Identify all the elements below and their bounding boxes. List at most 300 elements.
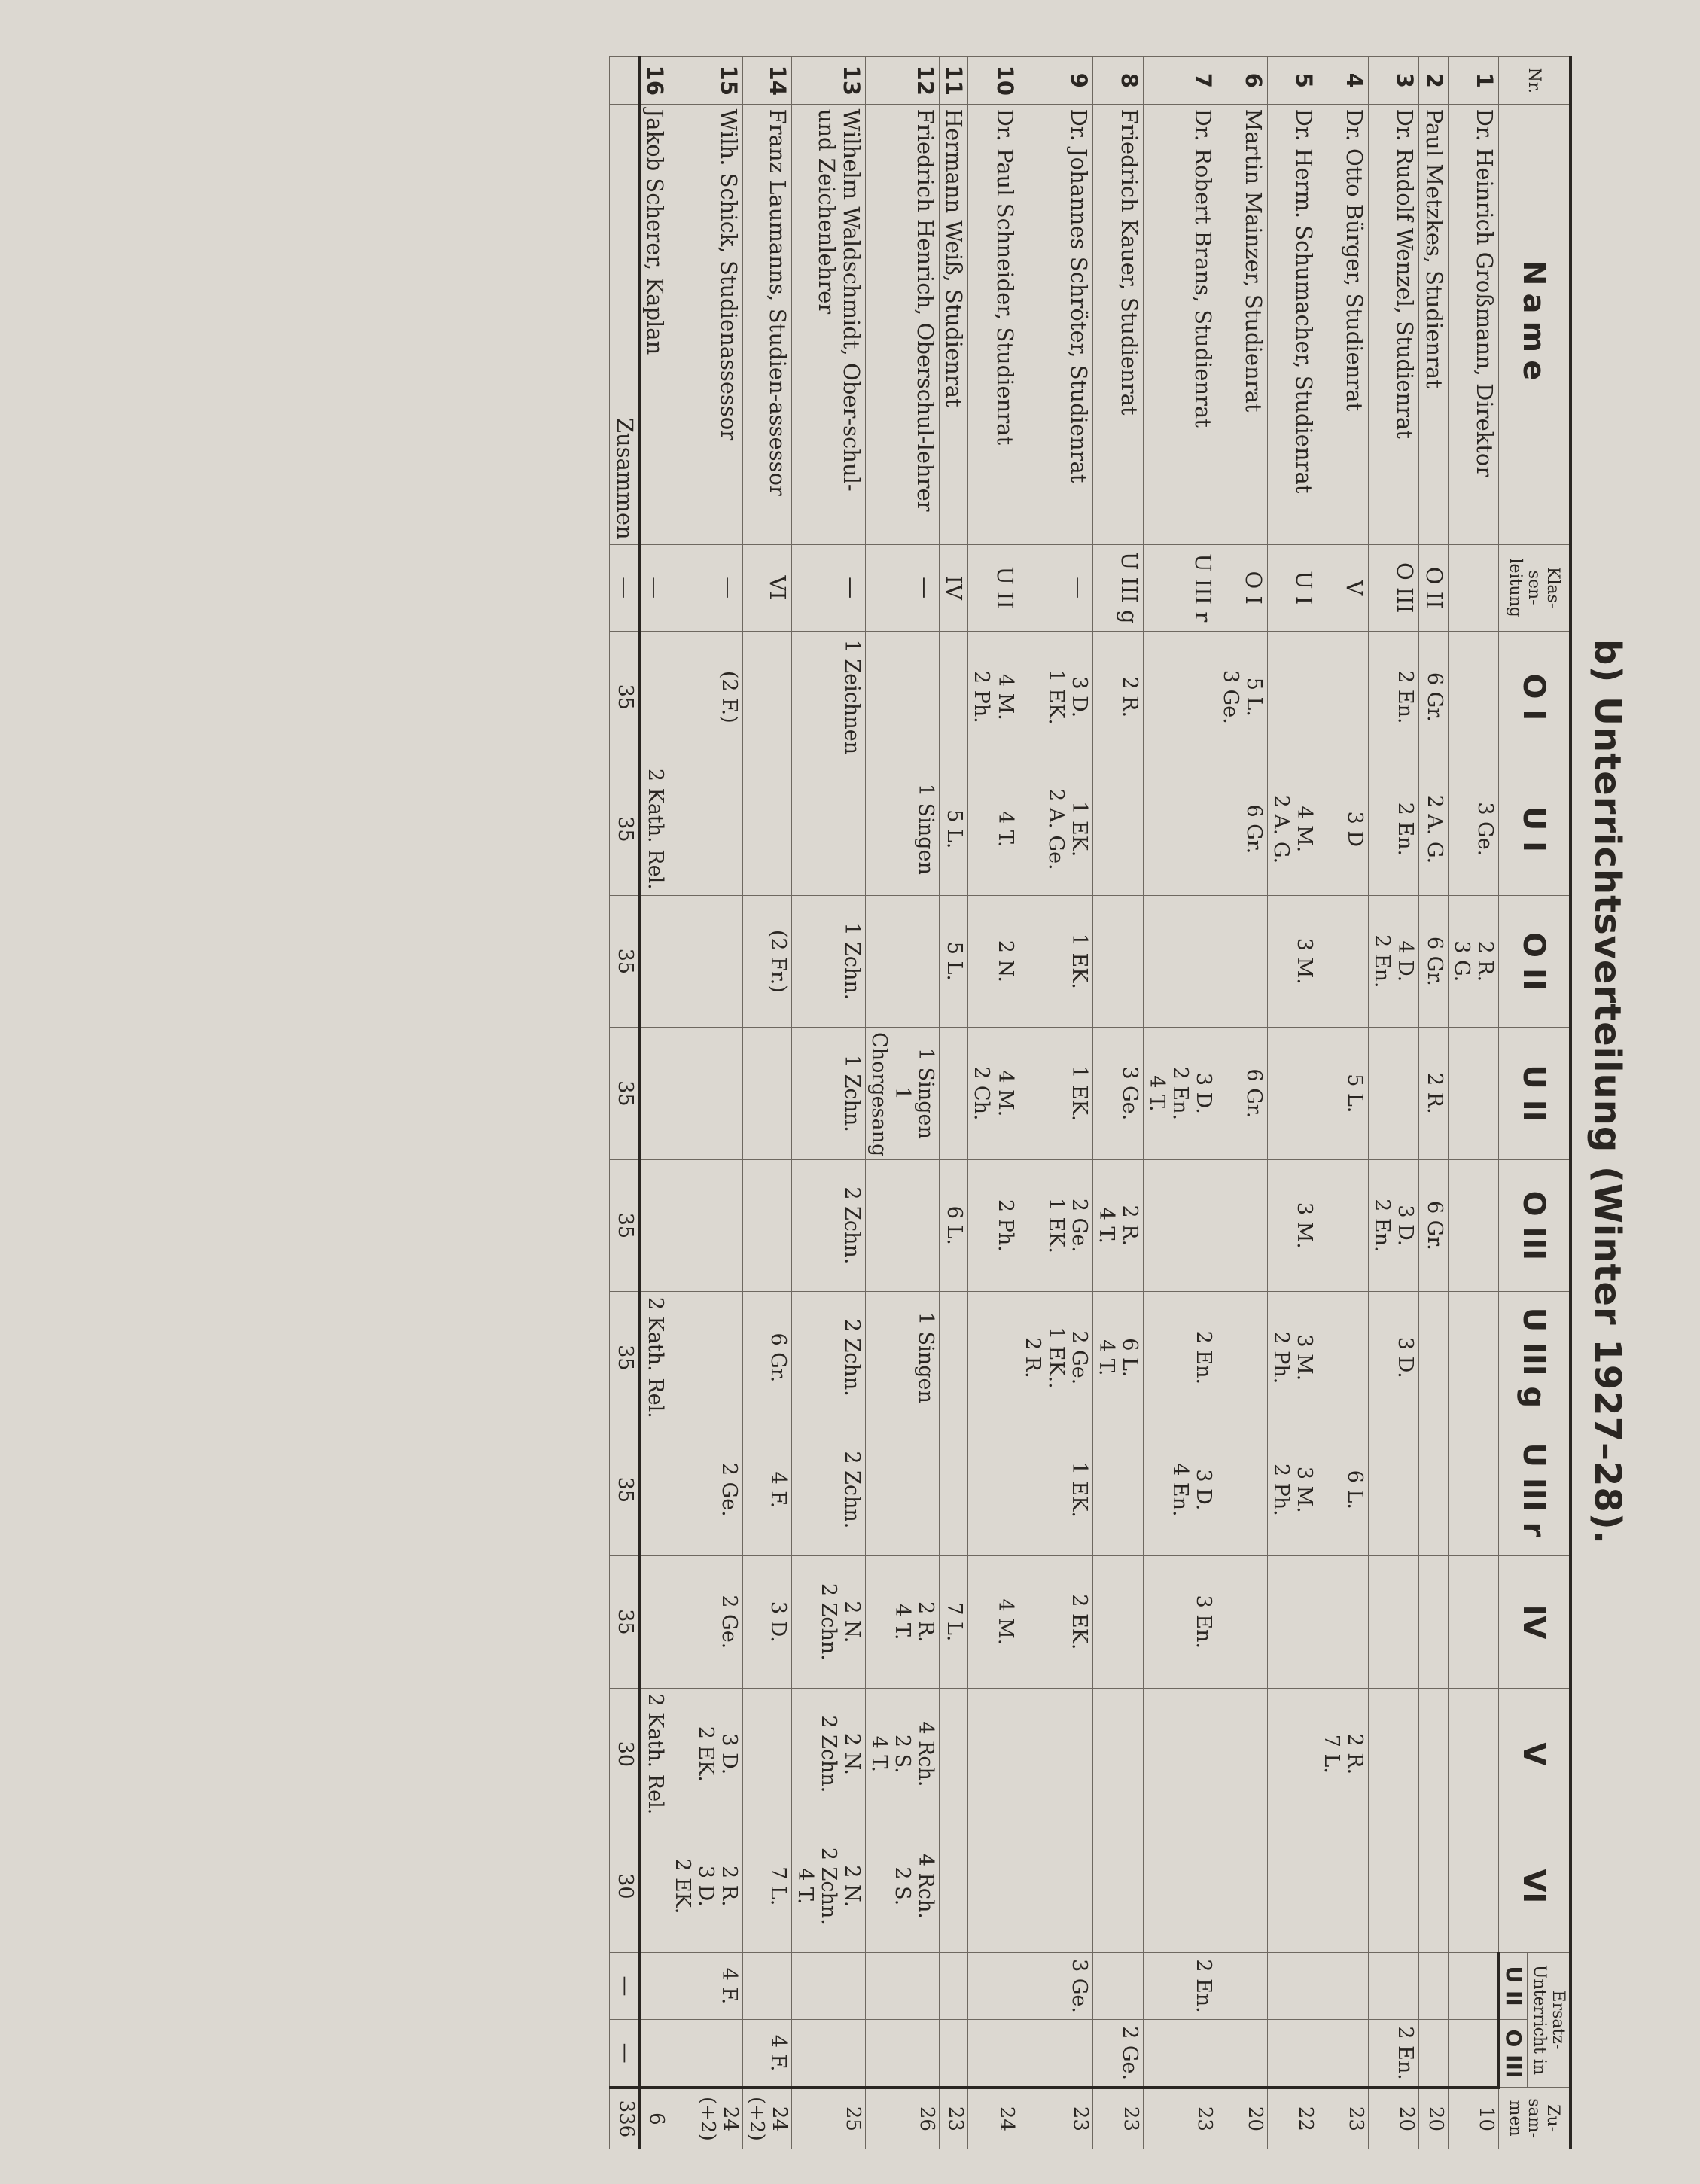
lesson-cell-vi	[1318, 1820, 1369, 1953]
lesson-cell-uii: 1 EK.	[1019, 1028, 1092, 1160]
lesson-cell-uii: 2 R.	[1419, 1028, 1448, 1160]
lesson-cell-uii: 3 D. 2 En. 4 T.	[1143, 1028, 1217, 1160]
lesson-cell-ui: 6 Gr.	[1217, 763, 1267, 896]
row-number: 6	[1217, 57, 1267, 105]
lesson-cell-oii	[1318, 895, 1369, 1028]
table-row	[1448, 57, 1498, 2149]
totals-klassenleitung: —	[610, 544, 639, 631]
lesson-cell-ui: 1 Singen	[865, 763, 939, 896]
lesson-cell-uiiir	[1369, 1424, 1419, 1556]
totals-sum: 336	[610, 2088, 639, 2149]
lesson-cell-vi	[1143, 1820, 1217, 1953]
row-number: 7	[1143, 57, 1217, 105]
lesson-cell-v: 2 N. 2 Zchn.	[791, 1688, 865, 1820]
teacher-name: Dr. Herm. Schumacher, Studienrat	[1268, 104, 1318, 544]
lesson-cell-ui: 1 EK. 2 A. Ge.	[1019, 763, 1092, 896]
ersatz-cell-uii	[1369, 1952, 1419, 2020]
totals-ui: 35	[610, 763, 639, 896]
lesson-cell-v	[1448, 1688, 1498, 1820]
ersatz-cell-uii	[1268, 1952, 1318, 2020]
table-row	[1369, 57, 1419, 2149]
table-row	[639, 57, 669, 2149]
lesson-cell-oi: 6 Gr.	[1419, 631, 1448, 763]
class-leadership: IV	[940, 544, 968, 631]
totals-uiiig: 35	[610, 1292, 639, 1424]
lesson-cell-iv	[1268, 1556, 1318, 1689]
lesson-cell-uiiir	[1419, 1424, 1448, 1556]
lesson-cell-oi: 3 D. 1 EK.	[1019, 631, 1092, 763]
lesson-cell-v	[1092, 1688, 1143, 1820]
row-number: 9	[1019, 57, 1092, 105]
lesson-cell-uii: 5 L.	[1318, 1028, 1369, 1160]
header-class-uiiig: U III g	[1498, 1292, 1571, 1424]
class-leadership: VI	[743, 544, 792, 631]
ersatz-cell-uii	[1092, 1952, 1143, 2020]
lesson-cell-oiii: 2 Ph.	[968, 1159, 1019, 1292]
totals-uii: 35	[610, 1028, 639, 1160]
teacher-total: 23	[940, 2088, 968, 2149]
row-number: 16	[639, 57, 669, 105]
ersatz-cell-oiii	[639, 2020, 669, 2088]
lesson-cell-vi: 2 R. 3 D. 2 EK.	[669, 1820, 742, 1953]
class-leadership	[1448, 544, 1498, 631]
lesson-cell-oi: 2 En.	[1369, 631, 1419, 763]
lesson-cell-iv: 2 R. 4 T.	[865, 1556, 939, 1689]
teacher-total: 6	[639, 2088, 669, 2149]
lesson-cell-v	[1419, 1688, 1448, 1820]
lesson-cell-oii	[1217, 895, 1267, 1028]
lesson-cell-uii: 4 M. 2 Ch.	[968, 1028, 1019, 1160]
class-leadership: —	[639, 544, 669, 631]
lesson-cell-oii	[639, 895, 669, 1028]
lesson-cell-v	[968, 1688, 1019, 1820]
lesson-cell-uiiir	[1217, 1424, 1267, 1556]
table-row	[1268, 57, 1318, 2149]
lesson-cell-oi	[940, 631, 968, 763]
lesson-distribution-table	[609, 56, 1572, 2149]
lesson-cell-oii: 1 Zchn.	[791, 895, 865, 1028]
header-class-oii: O II	[1498, 895, 1571, 1028]
ersatz-cell-oiii	[1318, 2020, 1369, 2088]
class-leadership: —	[865, 544, 939, 631]
teacher-total: 10	[1448, 2088, 1498, 2149]
lesson-cell-uiiir: 3 M. 2 Ph.	[1268, 1424, 1318, 1556]
table-row	[1217, 57, 1267, 2149]
lesson-cell-iv: 2 Ge.	[669, 1556, 742, 1689]
row-number: 15	[669, 57, 742, 105]
lesson-cell-oiii	[865, 1159, 939, 1292]
lesson-cell-v	[940, 1688, 968, 1820]
row-number: 10	[968, 57, 1019, 105]
lesson-cell-oiii: 3 M.	[1268, 1159, 1318, 1292]
teacher-total: 20	[1419, 2088, 1448, 2149]
lesson-cell-iv: 3 En.	[1143, 1556, 1217, 1689]
lesson-cell-vi: 4 Rch. 2 S.	[865, 1820, 939, 1953]
lesson-cell-uiiir: 1 EK.	[1019, 1424, 1092, 1556]
lesson-cell-v: 2 R. 7 L.	[1318, 1688, 1369, 1820]
lesson-cell-uiiig	[968, 1292, 1019, 1424]
lesson-cell-iv	[639, 1556, 669, 1689]
ersatz-cell-uii	[968, 1952, 1019, 2020]
lesson-cell-vi	[1019, 1820, 1092, 1953]
teacher-total: 22	[1268, 2088, 1318, 2149]
lesson-cell-ui	[669, 763, 742, 896]
header-ersatz: Ersatz- Unterricht in	[1528, 1952, 1571, 2088]
lesson-cell-uiiig: 1 Singen	[865, 1292, 939, 1424]
totals-oiii: 35	[610, 1159, 639, 1292]
lesson-cell-vi	[1369, 1820, 1419, 1953]
lesson-cell-uii	[639, 1028, 669, 1160]
ersatz-cell-uii	[1318, 1952, 1369, 2020]
lesson-cell-uiiig	[940, 1292, 968, 1424]
lesson-cell-iv: 3 D.	[743, 1556, 792, 1689]
teacher-name: Hermann Weiß, Studienrat	[940, 104, 968, 544]
row-number: 4	[1318, 57, 1369, 105]
lesson-cell-uiiig	[1419, 1292, 1448, 1424]
header-class-ui: U I	[1498, 763, 1571, 896]
lesson-cell-uiiig	[1217, 1292, 1267, 1424]
lesson-cell-oi: 4 M. 2 Ph.	[968, 631, 1019, 763]
lesson-cell-iv	[1369, 1556, 1419, 1689]
table-row	[940, 57, 968, 2149]
lesson-cell-vi	[1092, 1820, 1143, 1953]
lesson-cell-oi	[743, 631, 792, 763]
lesson-cell-uii: 6 Gr.	[1217, 1028, 1267, 1160]
totals-uiiir: 35	[610, 1424, 639, 1556]
lesson-cell-uiiig	[669, 1292, 742, 1424]
lesson-cell-ui: 2 Kath. Rel.	[639, 763, 669, 896]
lesson-cell-iv: 2 EK.	[1019, 1556, 1092, 1689]
table-row	[1318, 57, 1369, 2149]
ersatz-cell-uii	[743, 1952, 792, 2020]
lesson-cell-uiiig: 2 En.	[1143, 1292, 1217, 1424]
lesson-cell-uiiig: 3 M. 2 Ph.	[1268, 1292, 1318, 1424]
class-leadership: U II	[968, 544, 1019, 631]
ersatz-cell-oiii	[669, 2020, 742, 2088]
lesson-cell-uii	[1369, 1028, 1419, 1160]
lesson-cell-vi: 2 N. 2 Zchn. 4 T.	[791, 1820, 865, 1953]
row-number: 2	[1419, 57, 1448, 105]
ersatz-cell-uii	[639, 1952, 669, 2020]
ersatz-cell-uii	[940, 1952, 968, 2020]
lesson-cell-ui: 2 A. G.	[1419, 763, 1448, 896]
lesson-cell-uiiig	[1318, 1292, 1369, 1424]
lesson-cell-ui	[743, 763, 792, 896]
header-ersatz-oiii: O III	[1498, 2020, 1528, 2088]
totals-ersatz-oiii: —	[610, 2020, 639, 2088]
class-leadership: V	[1318, 544, 1369, 631]
lesson-cell-iv	[1318, 1556, 1369, 1689]
teacher-total: 24 (+2)	[743, 2088, 792, 2149]
lesson-cell-v	[743, 1688, 792, 1820]
teacher-total: 23	[1143, 2088, 1217, 2149]
lesson-cell-oi	[1318, 631, 1369, 763]
lesson-cell-oiii	[1448, 1159, 1498, 1292]
lesson-cell-oi	[1268, 631, 1318, 763]
teacher-name: Paul Metzkes, Studienrat	[1419, 104, 1448, 544]
lesson-cell-ui	[1143, 763, 1217, 896]
teacher-name: Dr. Otto Bürger, Studienrat	[1318, 104, 1369, 544]
lesson-cell-oiii	[639, 1159, 669, 1292]
lesson-cell-ui: 3 Ge.	[1448, 763, 1498, 896]
lesson-cell-ui: 2 En.	[1369, 763, 1419, 896]
lesson-cell-uiiig	[1448, 1292, 1498, 1424]
teacher-total: 24 (+2)	[669, 2088, 742, 2149]
lesson-cell-oi	[639, 631, 669, 763]
header-class-uiiir: U III r	[1498, 1424, 1571, 1556]
class-leadership: U I	[1268, 544, 1318, 631]
lesson-cell-v	[1019, 1688, 1092, 1820]
ersatz-cell-oiii	[1217, 2020, 1267, 2088]
lesson-cell-uiiir: 2 Ge.	[669, 1424, 742, 1556]
table-row	[1143, 57, 1217, 2149]
teacher-name: Dr. Robert Brans, Studienrat	[1143, 104, 1217, 544]
header-nr: Nr.	[1498, 57, 1571, 105]
teacher-name: Dr. Rudolf Wenzel, Studienrat	[1369, 104, 1419, 544]
lesson-cell-ui	[1092, 763, 1143, 896]
lesson-cell-ui	[791, 763, 865, 896]
lesson-cell-uiiig: 2 Zchn.	[791, 1292, 865, 1424]
table-row	[865, 57, 939, 2149]
teacher-total: 20	[1217, 2088, 1267, 2149]
lesson-cell-uii	[1448, 1028, 1498, 1160]
lesson-cell-uiiir	[940, 1424, 968, 1556]
row-number: 11	[940, 57, 968, 105]
lesson-cell-oii: 6 Gr.	[1419, 895, 1448, 1028]
lesson-cell-oii	[865, 895, 939, 1028]
header-row	[1528, 57, 1571, 2149]
lesson-cell-iv	[1448, 1556, 1498, 1689]
lesson-cell-oiii: 2 R. 4 T.	[1092, 1159, 1143, 1292]
ersatz-cell-uii	[865, 1952, 939, 2020]
header-ersatz-uii: U II	[1498, 1952, 1528, 2020]
lesson-cell-uii	[669, 1028, 742, 1160]
lesson-cell-vi	[1268, 1820, 1318, 1953]
ersatz-cell-uii	[791, 1952, 865, 2020]
lesson-cell-oi: (2 F.)	[669, 631, 742, 763]
teacher-total: 25	[791, 2088, 865, 2149]
lesson-cell-uiiir	[1092, 1424, 1143, 1556]
ersatz-cell-oiii: 2 En.	[1369, 2020, 1419, 2088]
ersatz-cell-oiii	[1448, 2020, 1498, 2088]
row-number: 14	[743, 57, 792, 105]
lesson-cell-v	[1268, 1688, 1318, 1820]
ersatz-cell-oiii	[940, 2020, 968, 2088]
table-row	[1092, 57, 1143, 2149]
lesson-cell-uii	[1268, 1028, 1318, 1160]
lesson-cell-uiiir	[865, 1424, 939, 1556]
table-row	[968, 57, 1019, 2149]
lesson-cell-ui: 4 T.	[968, 763, 1019, 896]
teacher-total: 23	[1318, 2088, 1369, 2149]
teacher-name: Friedrich Henrich, Oberschul-lehrer	[865, 104, 939, 544]
lesson-cell-oiii	[1318, 1159, 1369, 1292]
lesson-cell-uiiir	[968, 1424, 1019, 1556]
lesson-cell-uiiig: 2 Ge. 1 EK.. 2 R.	[1019, 1292, 1092, 1424]
lesson-cell-v: 4 Rch. 2 S. 4 T.	[865, 1688, 939, 1820]
lesson-cell-oii: (2 Fr.)	[743, 895, 792, 1028]
table-body	[639, 57, 1498, 2149]
lesson-cell-uiiir: 2 Zchn.	[791, 1424, 865, 1556]
lesson-cell-oiii: 6 L.	[940, 1159, 968, 1292]
totals-vi: 30	[610, 1820, 639, 1953]
lesson-cell-oii: 2 R. 3 G.	[1448, 895, 1498, 1028]
lesson-cell-vi: 7 L.	[743, 1820, 792, 1953]
lesson-cell-oiii	[743, 1159, 792, 1292]
class-leadership: —	[1019, 544, 1092, 631]
ersatz-cell-oiii: 2 Ge.	[1092, 2020, 1143, 2088]
lesson-cell-iv	[1092, 1556, 1143, 1689]
teacher-total: 26	[865, 2088, 939, 2149]
header-zusammen: Zu- sam- men	[1498, 2088, 1571, 2149]
table-row	[1019, 57, 1092, 2149]
lesson-cell-vi	[1448, 1820, 1498, 1953]
teacher-total: 23	[1019, 2088, 1092, 2149]
class-leadership: U III r	[1143, 544, 1217, 631]
totals-v: 30	[610, 1688, 639, 1820]
ersatz-cell-uii	[1419, 1952, 1448, 2020]
teacher-name: Wilh. Schick, Studienassessor	[669, 104, 742, 544]
lesson-cell-oii: 5 L.	[940, 895, 968, 1028]
ersatz-cell-oiii: 4 F.	[743, 2020, 792, 2088]
ersatz-cell-uii: 2 En.	[1143, 1952, 1217, 2020]
header-name: Name	[1498, 104, 1571, 544]
teacher-name: Dr. Heinrich Großmann, Direktor	[1448, 104, 1498, 544]
lesson-cell-v: 3 D. 2 EK.	[669, 1688, 742, 1820]
lesson-cell-oi	[865, 631, 939, 763]
ersatz-cell-uii	[1448, 1952, 1498, 2020]
lesson-cell-iv: 4 M.	[968, 1556, 1019, 1689]
teacher-name: Franz Laumanns, Studien-assessor	[743, 104, 792, 544]
teacher-total: 24	[968, 2088, 1019, 2149]
row-number: 3	[1369, 57, 1419, 105]
table-row	[1419, 57, 1448, 2149]
lesson-cell-v: 2 Kath. Rel.	[639, 1688, 669, 1820]
ersatz-cell-uii: 3 Ge.	[1019, 1952, 1092, 2020]
lesson-cell-vi	[1419, 1820, 1448, 1953]
lesson-cell-oiii: 2 Zchn.	[791, 1159, 865, 1292]
lesson-cell-uiiig: 2 Kath. Rel.	[639, 1292, 669, 1424]
row-number: 1	[1448, 57, 1498, 105]
page-title: b) Unterrichtsverteilung (Winter 1927–28).	[1586, 639, 1628, 1545]
ersatz-cell-uii: 4 F.	[669, 1952, 742, 2020]
class-leadership: O III	[1369, 544, 1419, 631]
totals-label: Zusammen	[610, 104, 639, 544]
lesson-cell-oi: 5 L. 3 Ge.	[1217, 631, 1267, 763]
lesson-cell-vi	[639, 1820, 669, 1953]
totals-iv: 35	[610, 1556, 639, 1689]
table-row	[791, 57, 865, 2149]
lesson-cell-oii	[1092, 895, 1143, 1028]
class-leadership: —	[791, 544, 865, 631]
totals-oii: 35	[610, 895, 639, 1028]
teacher-total: 23	[1092, 2088, 1143, 2149]
lesson-cell-oii	[669, 895, 742, 1028]
lesson-cell-v	[1369, 1688, 1419, 1820]
lesson-cell-iv	[1217, 1556, 1267, 1689]
lesson-cell-oiii	[1217, 1159, 1267, 1292]
header-class-iv: IV	[1498, 1556, 1571, 1689]
lesson-cell-iv	[1419, 1556, 1448, 1689]
lesson-cell-oi	[1448, 631, 1498, 763]
ersatz-cell-oiii	[791, 2020, 865, 2088]
teacher-name: Dr. Johannes Schröter, Studienrat	[1019, 104, 1092, 544]
lesson-cell-uii: 1 Singen 1 Chorgesang	[865, 1028, 939, 1160]
lesson-cell-oii: 2 N.	[968, 895, 1019, 1028]
header-class-v: V	[1498, 1688, 1571, 1820]
lesson-cell-oiii	[669, 1159, 742, 1292]
table-row	[743, 57, 792, 2149]
header-class-uii: U II	[1498, 1028, 1571, 1160]
lesson-cell-ui: 4 M. 2 A. G.	[1268, 763, 1318, 896]
class-leadership: U III g	[1092, 544, 1143, 631]
lesson-cell-iv: 2 N. 2 Zchn.	[791, 1556, 865, 1689]
lesson-cell-uiiig: 6 Gr.	[743, 1292, 792, 1424]
teacher-total: 20	[1369, 2088, 1419, 2149]
lesson-cell-uiiig: 3 D.	[1369, 1292, 1419, 1424]
lesson-cell-ui: 5 L.	[940, 763, 968, 896]
ersatz-cell-uii	[1217, 1952, 1267, 2020]
lesson-cell-oiii	[1143, 1159, 1217, 1292]
lesson-cell-oii	[1143, 895, 1217, 1028]
lesson-cell-v	[1217, 1688, 1267, 1820]
header-class-vi: VI	[1498, 1820, 1571, 1953]
header-class-oiii: O III	[1498, 1159, 1571, 1292]
lesson-cell-oii: 1 EK.	[1019, 895, 1092, 1028]
lesson-cell-oiii: 2 Ge. 1 EK.	[1019, 1159, 1092, 1292]
totals-ersatz-uii: —	[610, 1952, 639, 2020]
teacher-name: Jakob Scherer, Kaplan	[639, 104, 669, 544]
row-number: 12	[865, 57, 939, 105]
ersatz-cell-oiii	[1268, 2020, 1318, 2088]
ersatz-cell-oiii	[865, 2020, 939, 2088]
lesson-cell-uiiir	[639, 1424, 669, 1556]
lesson-cell-vi	[1217, 1820, 1267, 1953]
lesson-cell-uiiir	[1448, 1424, 1498, 1556]
lesson-cell-uiiir: 3 D. 4 En.	[1143, 1424, 1217, 1556]
lesson-cell-ui: 3 D	[1318, 763, 1369, 896]
lesson-cell-uii	[743, 1028, 792, 1160]
lesson-cell-uiiig: 6 L. 4 T.	[1092, 1292, 1143, 1424]
lesson-cell-iv: 7 L.	[940, 1556, 968, 1689]
lesson-cell-vi	[968, 1820, 1019, 1953]
lesson-cell-uii: 3 Ge.	[1092, 1028, 1143, 1160]
lesson-cell-v	[1143, 1688, 1217, 1820]
lesson-cell-oii: 3 M.	[1268, 895, 1318, 1028]
lesson-cell-oiii: 6 Gr.	[1419, 1159, 1448, 1292]
ersatz-cell-oiii	[1143, 2020, 1217, 2088]
row-number: 13	[791, 57, 865, 105]
teacher-name: Dr. Paul Schneider, Studienrat	[968, 104, 1019, 544]
lesson-cell-vi	[940, 1820, 968, 1953]
header-klassenleitung: Klas- sen- leitung	[1498, 544, 1571, 631]
lesson-cell-uiiir: 6 L.	[1318, 1424, 1369, 1556]
teacher-name: Martin Mainzer, Studienrat	[1217, 104, 1267, 544]
lesson-cell-oi: 2 R.	[1092, 631, 1143, 763]
teacher-name: Wilhelm Waldschmidt, Ober-schul- und Zeichenlehrer	[791, 104, 865, 544]
totals-row	[610, 57, 639, 2149]
lesson-cell-uii	[940, 1028, 968, 1160]
lesson-cell-oiii: 3 D. 2 En.	[1369, 1159, 1419, 1292]
class-leadership: —	[669, 544, 742, 631]
header-class-oi: O I	[1498, 631, 1571, 763]
row-number: 8	[1092, 57, 1143, 105]
row-number: 5	[1268, 57, 1318, 105]
lesson-cell-oii: 4 D. 2 En.	[1369, 895, 1419, 1028]
teacher-name: Friedrich Kauer, Studienrat	[1092, 104, 1143, 544]
ersatz-cell-oiii	[968, 2020, 1019, 2088]
lesson-cell-oi: 1 Zeichnen	[791, 631, 865, 763]
